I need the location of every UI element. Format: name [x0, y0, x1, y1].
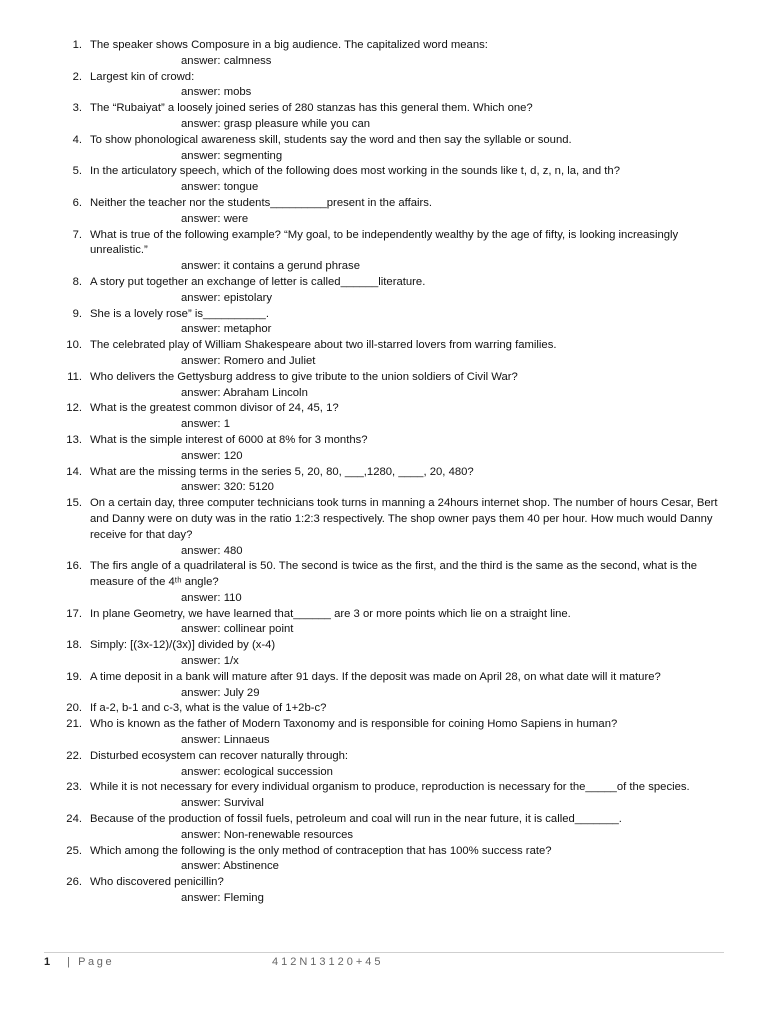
question-text: What is the greatest common divisor of 24, 45, 1?: [90, 402, 339, 415]
question-text: To show phonological awareness skill, students say the word and then say the syllable or sound.: [90, 133, 572, 146]
answer-text: answer: it contains a gerund phrase: [181, 260, 360, 273]
answer-text: answer: 120: [181, 449, 243, 462]
question-number: 13.: [66, 433, 82, 446]
question-text: Who discovered penicillin?: [90, 876, 224, 889]
answer-text: answer: 1/x: [181, 655, 239, 668]
answer-text: answer: segmenting: [181, 149, 283, 162]
answer-text: answer: metaphor: [181, 323, 272, 336]
answer-text: answer: Survival: [181, 797, 264, 810]
question-number: 7.: [72, 228, 82, 241]
question-item: [0, 401, 768, 433]
question-text: While it is not necessary for every individual organism to produce, reproduction is necessary for the_____of the species.: [90, 781, 690, 794]
question-text: The celebrated play of William Shakespeare about two ill-starred lovers from warring families.: [90, 339, 557, 352]
answer-text: answer: 1: [181, 418, 230, 431]
question-text: If a-2, b-1 and c-3, what is the value of 1+2b-c?: [90, 702, 327, 715]
document-code: 412N13120+45: [272, 956, 384, 968]
answer-text: answer: mobs: [181, 86, 252, 99]
answer-text: answer: Non-renewable resources: [181, 828, 354, 841]
question-text: A time deposit in a bank will mature after 91 days. If the deposit was made on April 28, on what date will it mature?: [90, 670, 661, 683]
question-item: [0, 307, 768, 339]
question-number: 6.: [72, 196, 82, 209]
question-text: Neither the teacher nor the students_________present in the affairs.: [90, 196, 433, 209]
question-item: [0, 780, 768, 812]
question-number: 21.: [66, 718, 82, 731]
question-text: The speaker shows Composure in a big audience. The capitalized word means:: [90, 39, 488, 51]
answer-text: answer: collinear point: [181, 623, 294, 636]
question-item: [0, 559, 768, 606]
question-number: 17.: [66, 607, 82, 620]
question-item: [0, 101, 768, 133]
answer-text: answer: calmness: [181, 54, 272, 67]
question-item: [0, 433, 768, 465]
question-number: 9.: [72, 307, 82, 320]
question-number: 3.: [72, 102, 82, 115]
question-item: [0, 228, 768, 275]
question-number: 2.: [72, 70, 82, 83]
question-text: Who delivers the Gettysburg address to give tribute to the union soldiers of Civil War?: [90, 370, 518, 383]
question-text: Who is known as the father of Modern Taxonomy and is responsible for coining Homo Sapiens in human?: [90, 718, 618, 731]
question-number: 18.: [66, 639, 82, 652]
question-item: [0, 275, 768, 307]
question-item: [0, 875, 768, 907]
answer-text: answer: Fleming: [181, 892, 264, 905]
answer-text: answer: Linnaeus: [181, 734, 270, 747]
question-text: On a certain day, three computer technicians took turns in manning a 24hours internet shop. The number of hours Cesar, Bert and Danny were on duty was in the ratio 1:2:3 respectively. The shop owner pays them 40 per hour. How much would Danny receive for that day?: [90, 497, 718, 541]
page-label: | Page: [67, 956, 115, 968]
question-text: A story put together an exchange of letter is called______literature.: [90, 275, 426, 288]
question-number: 10.: [66, 339, 82, 352]
question-item: [0, 196, 768, 228]
answer-text: answer: ecological succession: [181, 765, 333, 778]
question-number: 26.: [66, 876, 82, 889]
question-number: 23.: [66, 781, 82, 794]
answer-text: answer: tongue: [181, 181, 259, 194]
answer-text: answer: 320: 5120: [181, 481, 274, 494]
question-item: [0, 749, 768, 781]
question-number: 12.: [66, 402, 82, 415]
answer-text: answer: Abstinence: [181, 860, 279, 873]
question-item: [0, 717, 768, 749]
question-text: The “Rubaiyat” a loosely joined series of 280 stanzas has this general them. Which one?: [90, 102, 533, 115]
question-item: [0, 496, 768, 559]
question-number: 25.: [66, 844, 82, 857]
answer-text: answer: Abraham Lincoln: [181, 386, 308, 399]
answer-text: answer: epistolary: [181, 291, 273, 304]
answer-text: answer: 480: [181, 544, 243, 557]
question-item: [0, 70, 768, 102]
question-text: Because of the production of fossil fuels, petroleum and coal will run in the near future, it is called_______.: [90, 813, 622, 826]
question-number: 8.: [72, 275, 82, 288]
document-body: [0, 38, 768, 907]
question-item: [0, 670, 768, 702]
question-number: 19.: [66, 670, 82, 683]
question-item: [0, 607, 768, 639]
page-number: 1: [44, 956, 51, 968]
question-number: 4.: [72, 133, 82, 146]
question-number: 16.: [66, 560, 82, 573]
question-item: [0, 38, 768, 70]
question-item: [0, 701, 768, 717]
answer-text: answer: were: [181, 212, 249, 225]
question-text: Disturbed ecosystem can recover naturally through:: [90, 749, 349, 762]
question-text: What are the missing terms in the series 5, 20, 80, ___,1280, ____, 20, 480?: [90, 465, 474, 478]
question-text: What is the simple interest of 6000 at 8% for 3 months?: [90, 433, 368, 446]
question-text: In plane Geometry, we have learned that______ are 3 or more points which lie on a straight line.: [90, 607, 571, 620]
question-text: What is true of the following example? “My goal, to be independently wealthy by the age of fifty, is looking increasingly unrealistic.”: [90, 228, 679, 257]
answer-text: answer: Romero and Juliet: [181, 354, 316, 367]
question-number: 14.: [66, 465, 82, 478]
question-number: 15.: [66, 497, 82, 510]
answer-text: answer: 110: [181, 591, 242, 604]
page-footer: [44, 952, 724, 971]
question-number: 20.: [66, 702, 82, 715]
question-item: [0, 638, 768, 670]
question-item: [0, 133, 768, 165]
question-text: The firs angle of a quadrilateral is 50. The second is twice as the first, and the third is the same as the second, what is the measure of the 4ᵗʰ angle?: [90, 560, 698, 589]
question-text: Simply: [(3x-12)/(3x)] divided by (x-4): [90, 639, 276, 652]
question-number: 22.: [66, 749, 82, 762]
question-text: She is a lovely rose” is__________.: [90, 307, 269, 320]
question-text: In the articulatory speech, which of the following does most working in the sounds like t, d, z, n, la, and th?: [90, 165, 620, 178]
question-number: 1.: [72, 39, 82, 51]
question-item: [0, 844, 768, 876]
question-item: [0, 812, 768, 844]
question-text: Which among the following is the only method of contraception that has 100% success rate?: [90, 844, 552, 857]
answer-text: answer: July 29: [181, 686, 260, 699]
question-text: Largest kin of crowd:: [90, 70, 195, 83]
question-number: 24.: [66, 813, 82, 826]
question-number: 5.: [72, 165, 82, 178]
answer-text: answer: grasp pleasure while you can: [181, 117, 371, 130]
question-item: [0, 370, 768, 402]
question-item: [0, 338, 768, 370]
question-item: [0, 164, 768, 196]
question-item: [0, 465, 768, 497]
question-number: 11.: [67, 370, 82, 383]
